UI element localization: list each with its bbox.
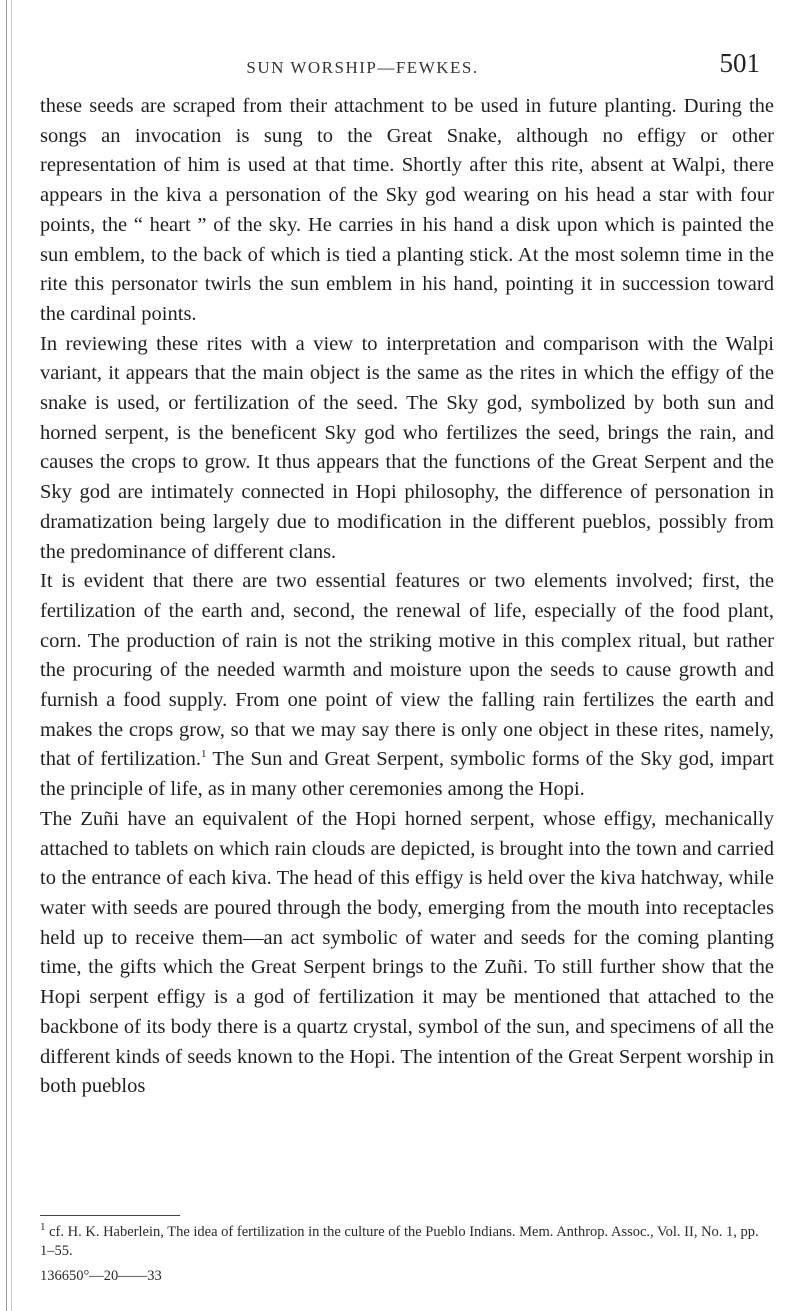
paragraph-3 (40, 567, 774, 805)
page-edge-shadow (11, 0, 12, 1311)
paragraph-1: these seeds are scraped from their attachment to be used in future planting. During the songs an invocation is sung to the Great Snake, although no effigy or other representation of him is used at that time. Shortly after this rite, absent at Walpi, there appears in the kiva a personation of the Sky god wearing on his head a star with four points, the “ heart ” of the sky. He carries in his hand a disk upon which is painted the sun emblem, to the back of which is tied a planting stick. At the most solemn time in the rite this personator twirls the sun emblem in his hand, pointing it in succession toward the cardinal points. (40, 95, 774, 325)
page-number: 501 (719, 48, 760, 78)
footnote-reference[interactable]: 1 (201, 748, 207, 761)
page-header (40, 48, 770, 88)
footnote (40, 1223, 774, 1261)
body-text (40, 92, 774, 1102)
paragraph-2: In reviewing these rites with a view to interpretation and comparison with the Walpi variant, it appears that the main object is the same as the rites in which the effigy of the snake is used, or fertilization of the seed. The Sky god, symbolized by both sun and horned serpent, is the beneficent Sky god who fertilizes the seed, brings the rain, and causes the crops to grow. It thus appears that the functions of the Great Serpent and the Sky god are intimately connected in Hopi philosophy, the difference of personation in dramatization being largely due to modification in the different pueblos, possibly from the predominance of different clans. (40, 332, 774, 563)
paragraph-4: The Zuñi have an equivalent of the Hopi horned serpent, whose effigy, mechanically attached to tablets on which rain clouds are depicted, is brought into the town and carried to the entrance of each kiva. The head of this effigy is held over the kiva hatchway, while water with seeds are poured through the body, emerging from the mouth into receptacles held up to receive them—an act symbolic of water and seeds for the coming planting time, the gifts which the Great Serpent brings to the Zuñi. To still further show that the Hopi serpent effigy is a god of fertilization it may be mentioned that attached to the backbone of its body there is a quartz crystal, symbol of the sun, and specimens of all the different kinds of seeds known to the Hopi. The intention of the Great Serpent worship in both pueblos (40, 807, 774, 1098)
footnote-text: cf. H. K. Haberlein, The idea of fertilization in the culture of the Pueblo Indians. Mem. Anthrop. Assoc., Vol. II, No. 1, pp. 1–55. (40, 1224, 759, 1259)
footnote-rule (40, 1215, 180, 1216)
footnote-marker: 1 (40, 1221, 46, 1234)
signature-mark: 136650°—20——33 (40, 1268, 162, 1284)
paragraph-3-text: It is evident that there are two essential features or two elements involved; first, the fertilization of the earth and, second, the renewal of life, especially of the food plant, corn. The production of rain is not the striking motive in this complex ritual, but rather the procuring of the needed warmth and moisture upon the seeds to cause growth and furnish a food supply. From one point of view the falling rain fertilizes the earth and makes the crops grow, so that we may say there is only one object in these rites, namely, that of fertilization. (40, 570, 774, 771)
paragraph-3-text-after: The Sun and Great Serpent, symbolic forms of the Sky god, impart the principle of life, as in many other ceremonies among the Hopi. (40, 748, 774, 801)
running-head: SUN WORSHIP—FEWKES. (246, 58, 479, 77)
page-edge-line (6, 0, 7, 1311)
